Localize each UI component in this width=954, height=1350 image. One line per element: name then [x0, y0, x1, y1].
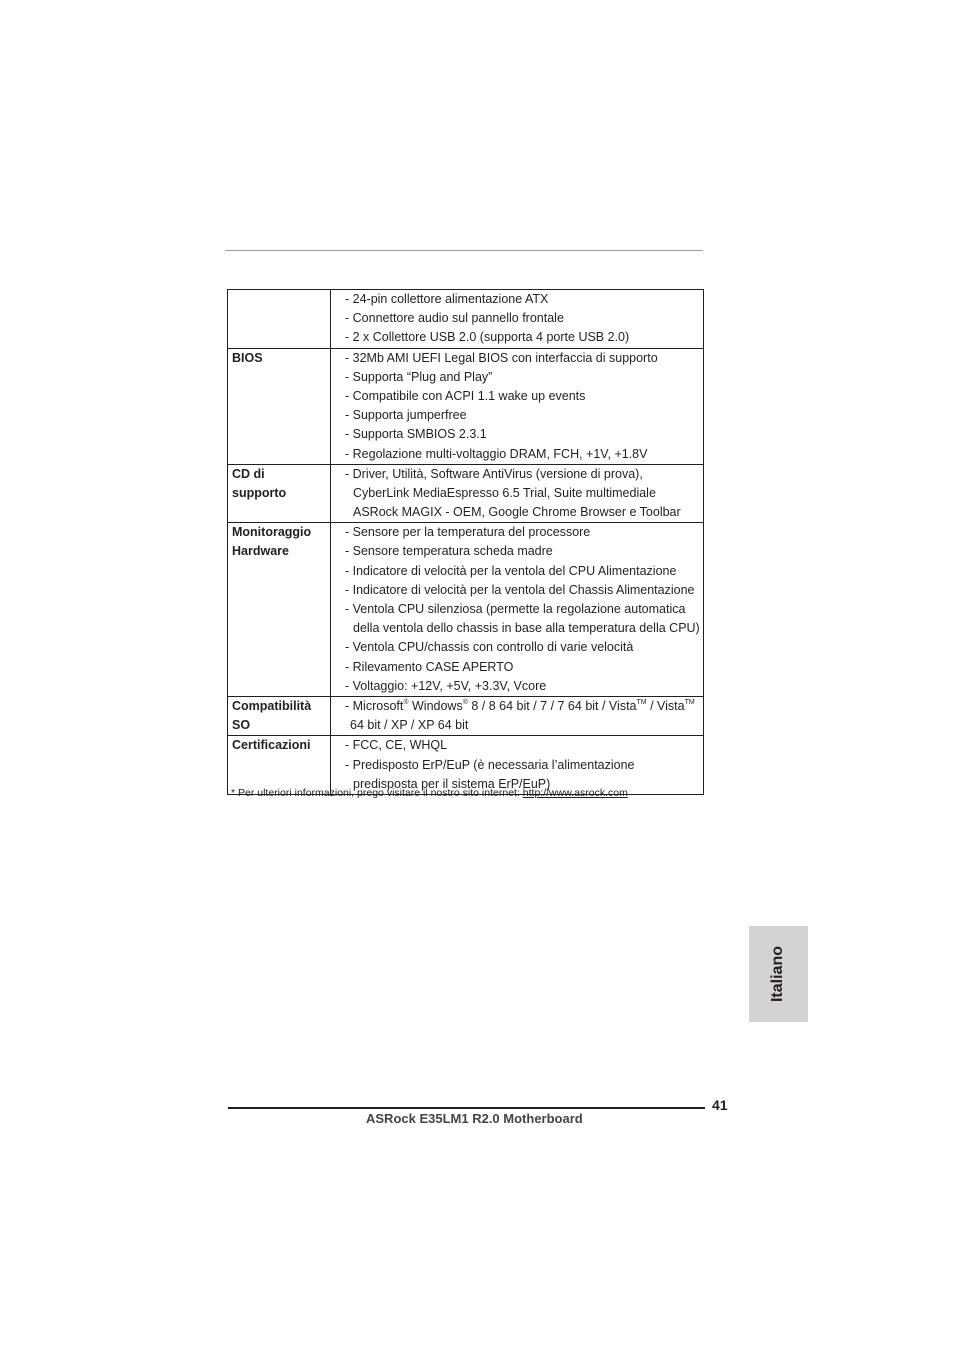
- footer-title: ASRock E35LM1 R2.0 Motherboard: [366, 1111, 583, 1126]
- spec-item: - FCC, CE, WHQL: [345, 738, 448, 753]
- row-items: [331, 464, 704, 523]
- spec-item: - 32Mb AMI UEFI Legal BIOS con interfaccia di supporto: [345, 350, 658, 365]
- spec-row-certifications: [228, 736, 704, 795]
- row-label-text: Hardware: [232, 544, 289, 559]
- row-label-text: Certificazioni: [232, 738, 311, 753]
- spec-item: - Connettore audio sul pannello frontale: [345, 311, 564, 326]
- trademark-mark: TM: [636, 698, 647, 706]
- bottom-rule: [228, 1107, 705, 1109]
- row-label: [228, 523, 331, 697]
- spec-item: - Supporta jumperfree: [345, 408, 467, 423]
- website-link[interactable]: http://www.asrock.com: [522, 787, 628, 799]
- spec-item: - Indicatore di velocità per la ventola del Chassis Alimentazione: [345, 582, 695, 597]
- row-label: [228, 464, 331, 523]
- spec-item-continuation: predisposta per il sistema ErP/EuP): [353, 776, 551, 791]
- os-text-a: - Microsoft: [345, 698, 404, 713]
- row-label-text: supporto: [232, 485, 287, 500]
- spec-item: - Sensore per la temperatura del processore: [345, 525, 591, 540]
- spec-item: - Supporta SMBIOS 2.3.1: [345, 427, 487, 442]
- spec-item: - Sensore temperatura scheda madre: [345, 544, 553, 559]
- spec-item: - Ventola CPU/chassis con controllo di varie velocità: [345, 640, 634, 655]
- language-tab: [749, 926, 808, 1022]
- spec-item: - Ventola CPU silenziosa (permette la regolazione automatica: [345, 602, 686, 616]
- row-items: [331, 736, 704, 795]
- row-label: [228, 290, 331, 349]
- row-label-text: SO: [232, 718, 251, 733]
- trademark-mark: TM: [684, 698, 695, 706]
- spec-row-os-compatibility: [228, 696, 704, 735]
- os-text-b: Windows: [408, 698, 463, 713]
- top-rule: [225, 250, 703, 251]
- footnote-text: * Per ulteriori informazioni, prego visitare il nostro sito internet:: [231, 787, 523, 799]
- footnote: [231, 787, 628, 799]
- spec-item-continuation: ASRock MAGIX - OEM, Google Chrome Browser e Toolbar: [353, 505, 681, 520]
- row-label: [228, 348, 331, 464]
- spec-item-continuation: CyberLink MediaEspresso 6.5 Trial, Suite multimediale: [353, 485, 656, 500]
- spec-row-hardware-monitor: [228, 523, 704, 697]
- page-number: 41: [712, 1097, 728, 1113]
- spec-item: - Indicatore di velocità per la ventola del CPU Alimentazione: [345, 563, 677, 578]
- spec-item: - 24-pin collettore alimentazione ATX: [345, 292, 549, 306]
- row-items: [331, 348, 704, 464]
- row-label-text: CD di: [232, 466, 265, 481]
- spec-item-os: [345, 697, 703, 716]
- row-items: [331, 523, 704, 697]
- os-text-c: 8 / 8 64 bit / 7 / 7 64 bit / Vista: [467, 698, 637, 713]
- spec-item: - Driver, Utilità, Software AntiVirus (versione di prova),: [345, 466, 643, 481]
- spec-item: - Supporta “Plug and Play”: [345, 369, 493, 384]
- language-tab-label: Italiano: [769, 945, 787, 1003]
- row-label-text: Monitoraggio: [232, 525, 312, 540]
- spec-item: - Voltaggio: +12V, +5V, +3.3V, Vcore: [345, 678, 547, 693]
- spec-item-continuation: della ventola dello chassis in base alla temperatura della CPU): [353, 621, 700, 636]
- spec-row-connectors: [228, 290, 704, 349]
- spec-row-bios: [228, 348, 704, 464]
- row-label: [228, 696, 331, 735]
- os-text-d: / Vista: [646, 698, 685, 713]
- registered-mark: ®: [403, 698, 409, 706]
- spec-item-continuation: 64 bit / XP / XP 64 bit: [350, 718, 469, 733]
- spec-item: - Regolazione multi-voltaggio DRAM, FCH, +1V, +1.8V: [345, 446, 648, 461]
- row-items: [331, 290, 704, 349]
- spec-item: - Rilevamento CASE APERTO: [345, 659, 514, 674]
- row-label-text: Compatibilità: [232, 698, 312, 713]
- spec-item: - Predisposto ErP/EuP (è necessaria l’alimentazione: [345, 757, 635, 772]
- row-label: [228, 736, 331, 795]
- spec-item: - Compatibile con ACPI 1.1 wake up events: [345, 388, 586, 403]
- registered-mark: ®: [462, 698, 468, 706]
- spec-table: [227, 289, 704, 795]
- row-items: [331, 696, 704, 735]
- spec-item: - 2 x Collettore USB 2.0 (supporta 4 porte USB 2.0): [345, 330, 630, 345]
- row-label-text: BIOS: [232, 350, 263, 365]
- spec-row-support-cd: [228, 464, 704, 523]
